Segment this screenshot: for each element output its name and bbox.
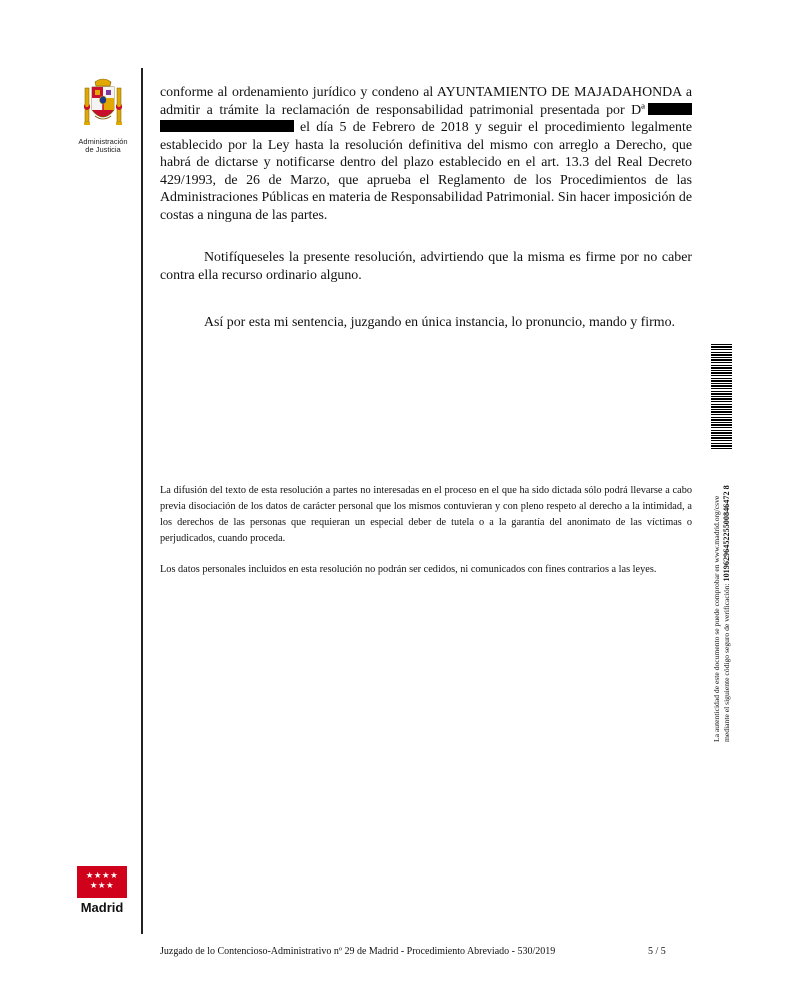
- privacy-notice: La difusión del texto de esta resolución a partes no interesadas en el proceso en el que ha sido dictada sólo podrá llevarse a cabo previa disociación de los datos de carácter personal que los mismos contuvieran y con pleno respeto al derecho a la intimidad, a los derechos de las personas que requieran un especial deber de tutela o a la garantía del anonimato de las víctimas o perjudicados, cuando proceda.: [160, 485, 692, 544]
- redaction-box: [160, 120, 294, 132]
- coat-of-arms-logo: [77, 76, 129, 154]
- stars-icon: ★★★★ ★★★: [85, 871, 119, 891]
- spain-crest-icon: [81, 76, 125, 132]
- verification-line1: La autenticidad de este documento se puede comprobar en www.madrid.org/csve: [712, 495, 721, 742]
- footer-court-reference: Juzgado de lo Contencioso-Administrativo nº 29 de Madrid - Procedimiento Abreviado - 530/2019: [160, 946, 556, 957]
- verification-code: 1019629645225500846472 8: [722, 485, 731, 582]
- ruling-text-part1: conforme al ordenamiento jurídico y condeno al AYUNTAMIENTO DE MAJADAHONDA a admitir a trámite la reclamación de responsabilidad patrimonial presentada por Dª: [160, 85, 692, 118]
- verification-prefix: mediante el siguiente código seguro de verificación:: [722, 583, 731, 742]
- ruling-text-part2: el día 5 de Febrero de 2018 y seguir el procedimiento legalmente establecido por la Ley hasta la resolución definitiva del mismo con arreglo a Derecho, que habrá de dictarse y notificarse dentro del plazo establecido en el art. 13.3 del Real Decreto 429/1993, de 26 de Marzo, que aprueba el Reglamento de los Procedimientos de las Administraciones Públicas en materia de Responsabilidad Patrimonial. Sin hacer imposición de costas a ninguna de las partes.: [160, 120, 692, 223]
- notification-paragraph: Notifíqueseles la presente resolución, advirtiendo que la misma es firme por no caber contra ella recurso ordinario alguno.: [160, 250, 692, 283]
- ruling-paragraph: [160, 84, 692, 224]
- barcode: [711, 344, 732, 450]
- madrid-flag-icon: [77, 866, 127, 898]
- crest-label: [77, 138, 129, 154]
- verification-line2: [722, 458, 732, 742]
- closing-paragraph: Así por esta mi sentencia, juzgando en única instancia, lo pronuncio, mando y firmo.: [204, 315, 675, 330]
- crest-label-line1: Administración: [78, 137, 128, 146]
- madrid-logo: [77, 866, 127, 915]
- data-protection-notice: Los datos personales incluidos en esta resolución no podrán ser cedidos, ni comunicados con fines contrarios a las leyes.: [160, 564, 657, 575]
- margin-rule: [141, 68, 143, 934]
- page-number: 5 / 5: [648, 946, 666, 957]
- madrid-label: Madrid: [80, 900, 124, 915]
- redaction-box: [648, 103, 692, 115]
- crest-label-line2: de Justicia: [85, 145, 121, 154]
- verification-note: [712, 458, 736, 742]
